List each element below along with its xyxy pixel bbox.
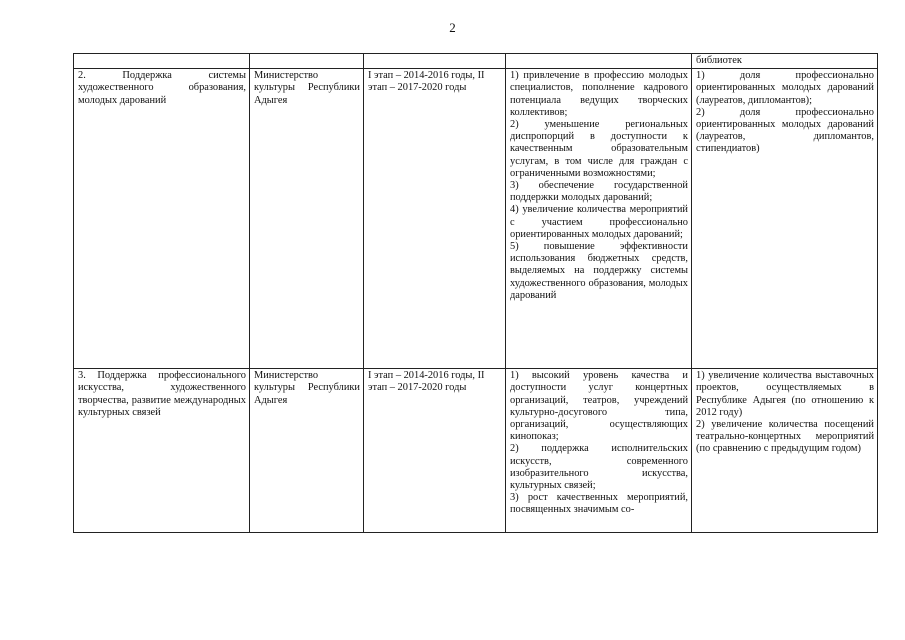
table-cell [364,54,506,69]
table-row-continuation [74,54,878,69]
result-item: 3) обеспечение государственной поддержки молодых дарований; [510,180,688,204]
executor-cell: Министерство культуры Республики Адыгея [250,369,364,533]
program-table [73,53,878,533]
task-cell: 2. Поддержка системы художественного образования, молодых дарований [74,69,250,369]
result-item: 1) высокий уровень качества и доступности услуг концертных организаций, театров, учреждений культурно-досугового типа, организаций, осуществляющих кинопоказ; [510,370,688,443]
table-cell-indicator: библиотек [692,54,878,69]
results-cell [506,69,692,369]
table-cell [250,54,364,69]
table-row [74,69,878,369]
table-row [74,369,878,533]
period-cell: I этап – 2014-2016 годы, II этап – 2017-2020 годы [364,69,506,369]
period-cell: I этап – 2014-2016 годы, II этап – 2017-2020 годы [364,369,506,533]
indicator-item: 1) доля профессионально ориентированных молодых дарований (лауреатов, дипломантов); [696,70,874,106]
result-item: 2) уменьшение региональных диспропорций в доступности к качественным образовательным услугам, в том числе для граждан с ограниченными возможностями; [510,119,688,179]
result-item: 2) поддержка исполнительских искусств, современного изобразительного искусства, культурных связей; [510,443,688,492]
page-number: 2 [449,20,456,35]
result-item: 1) привлечение в профессию молодых специалистов, пополнение кадрового потенциала ведущих творческих коллективов; [510,70,688,118]
results-cell [506,369,692,533]
result-item: 5) повышение эффективности использования бюджетных средств, выделяемых на поддержку системы художественного образования, молодых дарований [510,241,688,301]
result-item: 3) рост качественных мероприятий, посвященных значимым со- [510,492,688,516]
task-cell: 3. Поддержка профессионального искусства, художественного творчества, развитие международных культурных связей [74,369,250,533]
indicator-item: 1) увеличение количества выставочных проектов, осуществляемых в Республике Адыгея (по отношению к 2012 году) [696,370,874,418]
indicators-cell [692,69,878,369]
result-item: 4) увеличение количества мероприятий с участием профессионально ориентированных молодых дарований; [510,204,688,240]
executor-cell: Министерство культуры Республики Адыгея [250,69,364,369]
indicator-item: 2) доля профессионально ориентированных молодых дарований (лауреатов, дипломантов, стипендиатов) [696,106,874,155]
indicators-cell [692,369,878,533]
table-cell [506,54,692,69]
indicator-item: 2) увеличение количества посещений театрально-концертных мероприятий (по сравнению с предыдущим годом) [696,419,874,455]
table-cell [74,54,250,69]
